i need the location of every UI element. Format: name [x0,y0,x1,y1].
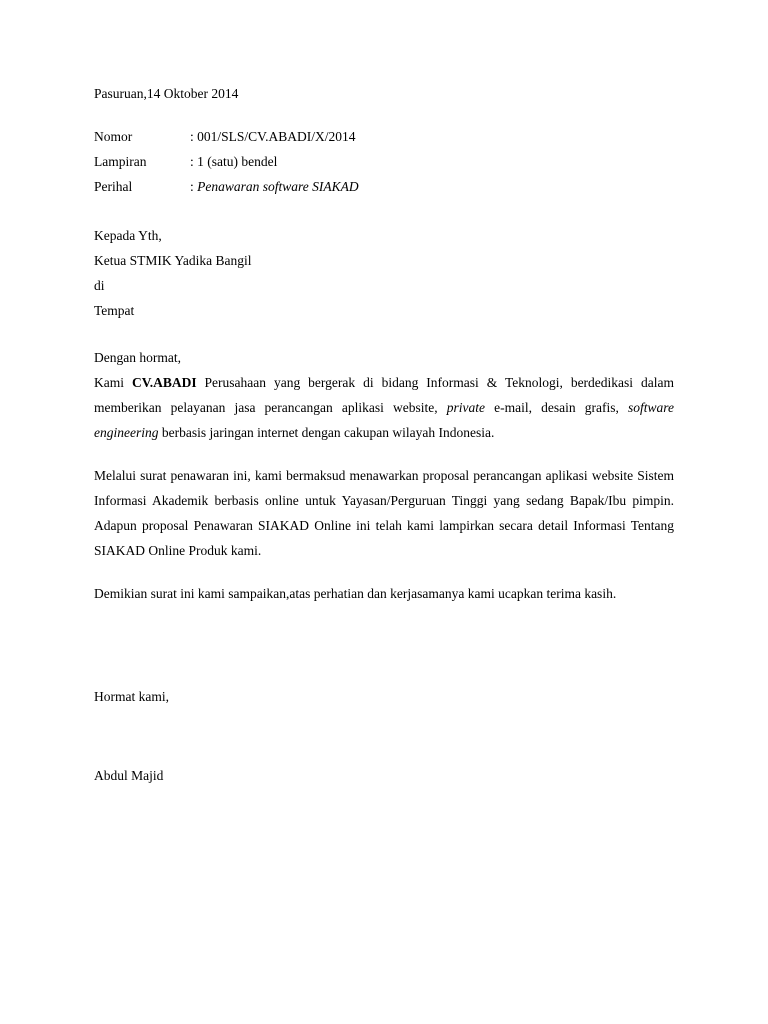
paragraph-2: Melalui surat penawaran ini, kami bermaksud menawarkan proposal perancangan aplikasi website Sistem Informasi Akademik berbasis online untuk Yayasan/Perguruan Tinggi yang sedang Bapak/Ibu pimpin. Adapun proposal Penawaran SIAKAD Online ini telah kami lampirkan secara detail Informasi Tentang SIAKAD Online Produk kami. [94,468,674,558]
letter-meta-table [94,124,359,199]
meta-value-nomor [190,124,359,149]
meta-separator: : [190,154,194,169]
letter-body [94,84,674,788]
closing: Hormat kami, [94,689,169,704]
meta-text-nomor: 001/SLS/CV.ABADI/X/2014 [197,129,356,144]
recipient-line-1: Kepada Yth, [94,228,162,243]
salutation: Dengan hormat, [94,350,181,365]
paragraph-1-part-3: e-mail, desain grafis, [485,400,628,415]
table-row [94,124,359,149]
meta-label-nomor: Nomor [94,129,133,144]
recipient-block [94,223,674,323]
paragraph-1-part-4: berbasis jaringan internet dengan cakupan wilayah Indonesia. [158,425,495,440]
table-row [94,174,359,199]
paragraph-1-part-2: Perusahaan yang bergerak di bidang Informasi & Teknologi, berdedikasi dalam memberikan pelayanan jasa perancangan aplikasi website, [94,375,674,415]
meta-text-lampiran: 1 (satu) bendel [197,154,278,169]
meta-separator: : [190,179,194,194]
paragraph-1-italic-1: private [446,400,485,415]
meta-value-perihal [190,174,359,199]
recipient-line-4: Tempat [94,303,135,318]
meta-text-perihal: Penawaran software SIAKAD [197,179,359,194]
company-name: CV.ABADI [131,375,197,390]
meta-separator: : [190,129,194,144]
place-date: Pasuruan,14 Oktober 2014 [94,86,239,101]
paragraph-3: Demikian surat ini kami sampaikan,atas perhatian dan kerjasamanya kami ucapkan terima kasih. [94,586,617,601]
table-row [94,149,359,174]
paragraph-1 [94,370,674,445]
meta-value-lampiran [190,149,359,174]
recipient-line-2: Ketua STMIK Yadika Bangil [94,253,252,268]
paragraph-1-italic-2: software engineering [94,400,674,440]
meta-label-lampiran: Lampiran [94,154,147,169]
paragraph-1-part-1: Kami [94,375,132,390]
recipient-line-3: di [94,278,105,293]
meta-label-perihal: Perihal [94,179,133,194]
signer-name: Abdul Majid [94,768,164,783]
